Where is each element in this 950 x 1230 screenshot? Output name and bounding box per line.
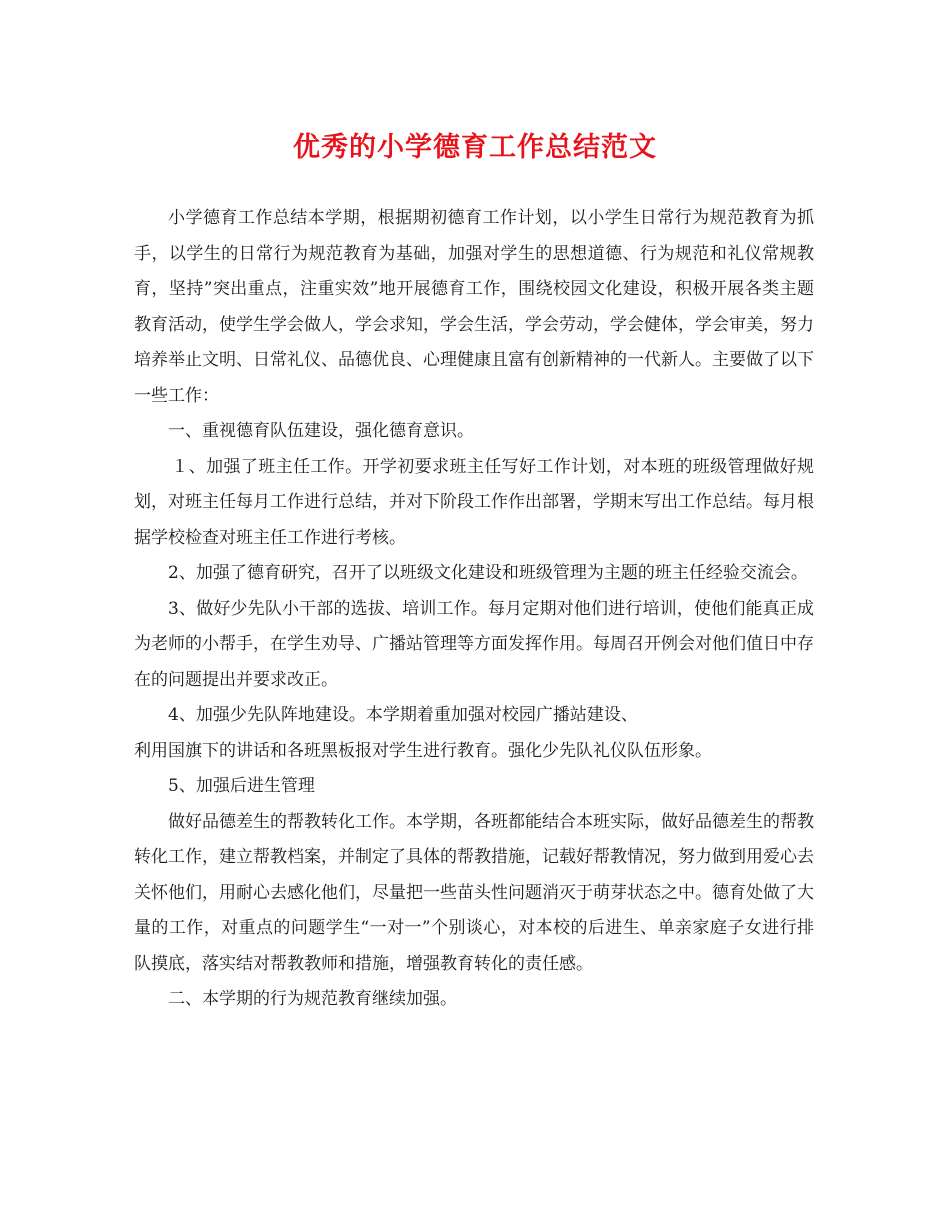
paragraph-item-3: 3、做好少先队小干部的选拔、培训工作。每月定期对他们进行培训，使他们能真正成为老师的小帮手，在学生劝导、广播站管理等方面发挥作用。每周召开例会对他们值日中存在的问题提出并要求改正。 (134, 598, 814, 690)
paragraph-item-1: １、加强了班主任工作。开学初要求班主任写好工作计划，对本班的班级管理做好规划，对班主任每月工作进行总结，并对下阶段工作作出部署，学期末写出工作总结。每月根据学校检查对班主任工作进行考核。 (134, 456, 814, 548)
paragraph-item-5: 5、加强后进生管理 (168, 776, 315, 796)
paragraph-intro: 小学德育工作总结本学期，根据期初德育工作计划，以小学生日常行为规范教育为抓手，以学生的日常行为规范教育为基础，加强对学生的思想道德、行为规范和礼仪常规教育，坚持”突出重点，注重实效”地开展德育工作，围绕校园文化建设，积极开展各类主题教育活动，使学生学会做人，学会求知，学会生活，学会劳动，学会健体，学会审美，努力培养举止文明、日常礼仪、品德优良、心理健康且富有创新精神的一代新人。主要做了以下一些工作： (134, 208, 814, 406)
document-body (134, 201, 814, 1018)
paragraph-section-2-heading: 二、本学期的行为规范教育继续加强。 (168, 989, 457, 1009)
document-title: 优秀的小学德育工作总结范文 (293, 132, 657, 163)
paragraph-item-2: 2、加强了德育研究，召开了以班级文化建设和班级管理为主题的班主任经验交流会。 (168, 563, 808, 583)
paragraph-item-5-body: 做好品德差生的帮教转化工作。本学期，各班都能结合本班实际，做好品德差生的帮教转化工作，建立帮教档案，并制定了具体的帮教措施，记载好帮教情况，努力做到用爱心去关怀他们，用耐心去感化他们，尽量把一些苗头性问题消灭于萌芽状态之中。德育处做了大量的工作，对重点的问题学生“一对一”个别谈心，对本校的后进生、单亲家庭子女进行排队摸底，落实结对帮教教师和措施，增强教育转化的责任感。 (134, 811, 814, 974)
paragraph-item-4: 4、加强少先队阵地建设。本学期着重加强对校园广播站建设、 (168, 705, 638, 725)
paragraph-item-4-continued: 利用国旗下的讲话和各班黑板报对学生进行教育。强化少先队礼仪队伍形象。 (134, 740, 712, 761)
paragraph-section-1-heading: 一、重视德育队伍建设，强化德育意识。 (168, 421, 474, 441)
